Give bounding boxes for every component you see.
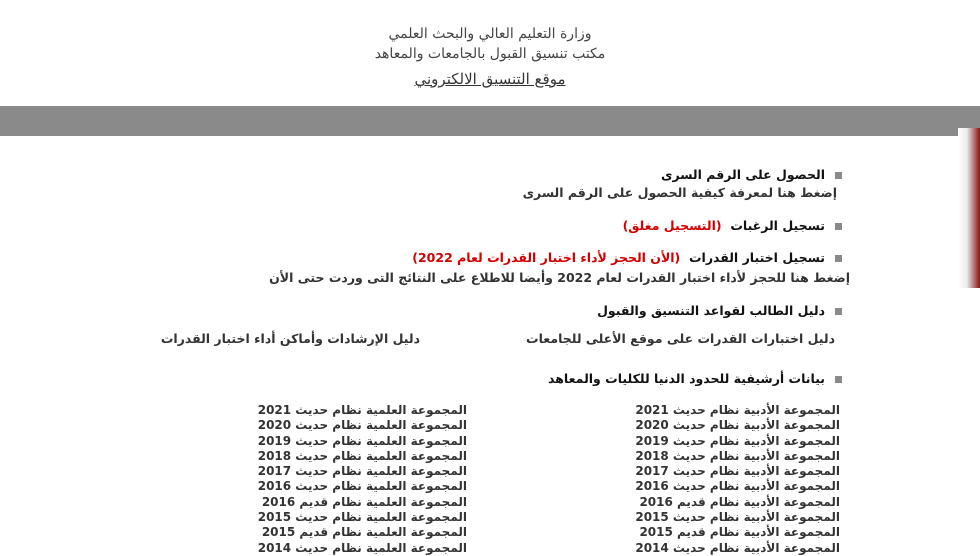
section-secret-number (661, 167, 842, 182)
section-preferences (623, 218, 842, 233)
page-header (0, 0, 980, 106)
literary-list (635, 403, 840, 556)
list-item[interactable]: المجموعة العلمية نظام حديث 2021 (257, 403, 467, 417)
list-item[interactable]: المجموعة العلمية نظام قديم 2016 (261, 494, 467, 509)
status-badge: (التسجيل مغلق) (622, 218, 722, 233)
ministry-title: وزارة التعليم العالي والبحث العلمي (388, 26, 592, 42)
list-item[interactable]: المجموعة الأدبية نظام حديث 2020 (635, 418, 840, 433)
aptitude-link[interactable]: إضغط هنا للحجز لأداء اختبار القدرات لعام 2022 وأيضا للاطلاع على النتائج التى وردت حتى الأن (269, 270, 850, 285)
guide-instructions-link[interactable]: دليل الإرشادات وأماكن أداء اختبار القدرات (160, 331, 420, 346)
list-item[interactable]: المجموعة العلمية نظام حديث 2014 (257, 540, 467, 555)
status-badge: (الأن الحجز لأداء اختبار القدرات لعام 2022) (412, 250, 681, 265)
list-item[interactable]: المجموعة العلمية نظام حديث 2017 (257, 464, 467, 479)
section-aptitude (412, 250, 842, 265)
list-item[interactable]: المجموعة الأدبية نظام حديث 2014 (635, 540, 840, 555)
list-item[interactable]: المجموعة الأدبية نظام حديث 2017 (635, 464, 840, 479)
section-title: الحصول على الرقم السرى (660, 167, 825, 182)
bullet-icon (835, 223, 842, 230)
guide-aptitude-link[interactable]: دليل اختبارات القدرات على موقع الأعلى للجامعات (526, 331, 835, 346)
section-title: بيانات أرشيفية للحدود الدنيا للكليات والمعاهد (548, 371, 825, 386)
section-title: تسجيل الرغبات (730, 218, 825, 233)
secret-number-link[interactable]: إضغط هنا لمعرفة كيفية الحصول على الرقم السرى (522, 185, 837, 200)
list-item[interactable]: المجموعة الأدبية نظام حديث 2019 (635, 433, 840, 448)
list-item[interactable]: المجموعة الأدبية نظام قديم 2016 (639, 494, 840, 509)
list-item[interactable]: المجموعة العلمية نظام حديث 2019 (257, 433, 467, 448)
list-item[interactable]: المجموعة العلمية نظام حديث 2016 (257, 479, 467, 494)
bullet-icon (835, 308, 842, 315)
list-item[interactable]: المجموعة العلمية نظام حديث 2018 (257, 448, 467, 463)
office-title: مكتب تنسيق القبول بالجامعات والمعاهد (374, 46, 606, 62)
list-item[interactable]: المجموعة الأدبية نظام حديث 2016 (635, 479, 840, 494)
scientific-list (258, 403, 467, 556)
list-item[interactable]: المجموعة العلمية نظام حديث 2020 (257, 418, 467, 433)
list-item[interactable]: المجموعة الأدبية نظام حديث 2018 (635, 448, 840, 463)
nav-bar (0, 106, 980, 136)
section-guide (597, 303, 842, 318)
list-item[interactable]: المجموعة الأدبية نظام قديم 2015 (639, 525, 840, 540)
bullet-icon (835, 255, 842, 262)
list-item[interactable]: المجموعة الأدبية نظام حديث 2015 (635, 510, 840, 525)
list-item[interactable]: المجموعة العلمية نظام قديم 2015 (261, 525, 467, 540)
list-item[interactable]: المجموعة الأدبية نظام حديث 2021 (635, 403, 840, 417)
flag-decoration (958, 128, 980, 288)
bullet-icon (835, 172, 842, 179)
section-archive (548, 371, 842, 386)
section-title: تسجيل اختبار القدرات (688, 250, 825, 265)
bullet-icon (835, 376, 842, 383)
site-title[interactable]: موقع التنسيق الالكتروني (414, 70, 566, 88)
section-title: دليل الطالب لقواعد التنسيق والقبول (597, 303, 825, 318)
list-item[interactable]: المجموعة العلمية نظام حديث 2015 (257, 510, 467, 525)
